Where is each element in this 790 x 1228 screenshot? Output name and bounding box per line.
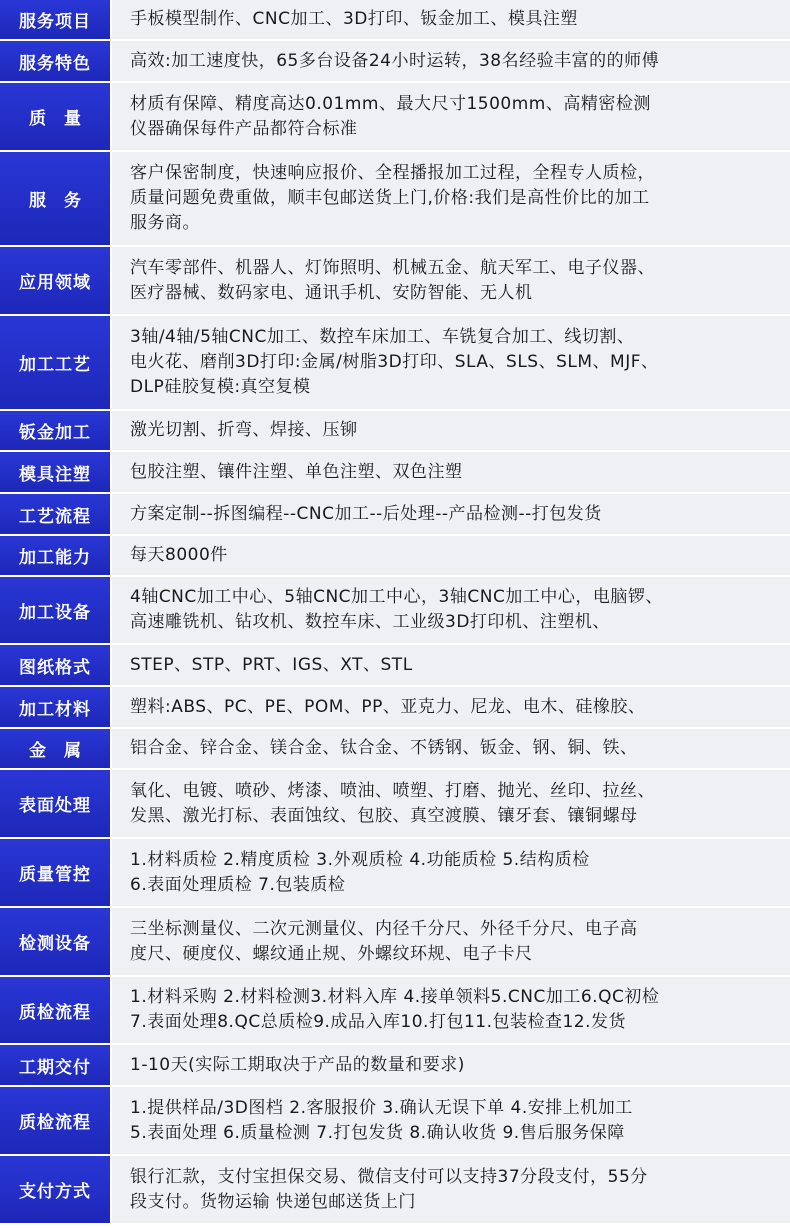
table-row-qc-process-2 (0, 1087, 790, 1156)
table-row-mold-injection (0, 452, 790, 494)
row-label: 加工设备 (0, 577, 110, 643)
row-label: 检测设备 (0, 908, 110, 975)
row-value: 4轴CNC加工中心、5轴CNC加工中心，3轴CNC加工中心，电脑锣、 高速雕铣机、钻攻机、数控车床、工业级3D打印机、注塑机、 (112, 577, 790, 643)
row-value: 三坐标测量仪、二次元测量仪、内径千分尺、外径千分尺、电子高 度尺、硬度仪、螺纹通止规、外螺纹环规、电子卡尺 (112, 908, 790, 975)
row-label: 服务项目 (0, 0, 110, 39)
row-label: 服务 (0, 152, 110, 245)
row-label: 服务特色 (0, 41, 110, 81)
row-value: 汽车零部件、机器人、灯饰照明、机械五金、航天军工、电子仪器、 医疗器械、数码家电、通讯手机、安防智能、无人机 (112, 247, 790, 314)
row-value: 每天8000件 (112, 536, 790, 575)
table-row-sheet-metal (0, 411, 790, 452)
table-row-workflow (0, 494, 790, 536)
row-value: 氧化、电镀、喷砂、烤漆、喷油、喷塑、打磨、抛光、丝印、拉丝、 发黑、激光打标、表面蚀纹、包胶、真空渡膜、镶牙套、镶铜螺母 (112, 770, 790, 837)
table-row-surface-treatment (0, 770, 790, 839)
row-value: 1.材料质检 2.精度质检 3.外观质检 4.功能质检 5.结构质检 6.表面处理质检 7.包装质检 (112, 839, 790, 906)
row-label: 质量管控 (0, 839, 110, 906)
table-row-processes (0, 316, 790, 411)
table-row-applications (0, 247, 790, 316)
table-row-drawing-formats (0, 645, 790, 687)
row-label: 加工能力 (0, 536, 110, 575)
row-label: 质检流程 (0, 1087, 110, 1154)
table-row-equipment (0, 577, 790, 645)
row-value: 银行汇款，支付宝担保交易、微信支付可以支持37分段支付，55分 段支付。货物运输 快递包邮送货上门 (112, 1156, 790, 1223)
row-label: 表面处理 (0, 770, 110, 837)
row-label: 钣金加工 (0, 411, 110, 450)
row-value: 1.提供样品/3D图档 2.客服报价 3.确认无误下单 4.安排上机加工 5.表面处理 6.质量检测 7.打包发货 8.确认收货 9.售后服务保障 (112, 1087, 790, 1154)
row-value: 手板模型制作、CNC加工、3D打印、钣金加工、模具注塑 (112, 0, 790, 39)
row-label: 金属 (0, 729, 110, 768)
table-row-materials (0, 687, 790, 729)
row-label: 模具注塑 (0, 452, 110, 492)
table-row-lead-time (0, 1045, 790, 1087)
row-label: 质检流程 (0, 977, 110, 1043)
row-value: 1-10天(实际工期取决于产品的数量和要求) (112, 1045, 790, 1085)
row-value: 客户保密制度，快速响应报价、全程播报加工过程，全程专人质检， 质量问题免费重做，顺丰包邮送货上门,价格:我们是高性价比的加工 服务商。 (112, 152, 790, 245)
row-label: 质量 (0, 83, 110, 150)
table-row-service-items (0, 0, 790, 41)
table-row-capacity (0, 536, 790, 577)
row-label: 加工工艺 (0, 316, 110, 409)
row-label: 工艺流程 (0, 494, 110, 534)
table-row-quality-control (0, 839, 790, 908)
row-value: 包胶注塑、镶件注塑、单色注塑、双色注塑 (112, 452, 790, 492)
table-row-service-features (0, 41, 790, 83)
row-label: 图纸格式 (0, 645, 110, 685)
row-value: 1.材料采购 2.材料检测3.材料入库 4.接单领料5.CNC加工6.QC初检 7.表面处理8.QC总质检9.成品入库10.打包11.包装检查12.发货 (112, 977, 790, 1043)
row-value: 铝合金、锌合金、镁合金、钛合金、不锈钢、钣金、钢、铜、铁、 (112, 729, 790, 768)
row-value: 材质有保障、精度高达0.01mm、最大尺寸1500mm、高精密检测 仪器确保每件产品都符合标准 (112, 83, 790, 150)
row-value: 激光切割、折弯、焊接、压铆 (112, 411, 790, 450)
row-value: 高效:加工速度快，65多台设备24小时运转，38名经验丰富的的师傅 (112, 41, 790, 81)
table-row-metals (0, 729, 790, 770)
table-row-service (0, 152, 790, 247)
row-label: 工期交付 (0, 1045, 110, 1085)
row-value: 塑料:ABS、PC、PE、POM、PP、亚克力、尼龙、电木、硅橡胶、 (112, 687, 790, 727)
row-label: 应用领域 (0, 247, 110, 314)
table-row-inspection-equipment (0, 908, 790, 977)
table-row-payment (0, 1156, 790, 1223)
row-value: STEP、STP、PRT、IGS、XT、STL (112, 645, 790, 685)
table-row-quality (0, 83, 790, 152)
row-value: 方案定制--拆图编程--CNC加工--后处理--产品检测--打包发货 (112, 494, 790, 534)
row-value: 3轴/4轴/5轴CNC加工、数控车床加工、车铣复合加工、线切割、 电火花、磨削3D打印:金属/树脂3D打印、SLA、SLS、SLM、MJF、 DLP硅胶复模:真空复模 (112, 316, 790, 409)
row-label: 支付方式 (0, 1156, 110, 1223)
row-label: 加工材料 (0, 687, 110, 727)
table-row-qc-process-1 (0, 977, 790, 1045)
